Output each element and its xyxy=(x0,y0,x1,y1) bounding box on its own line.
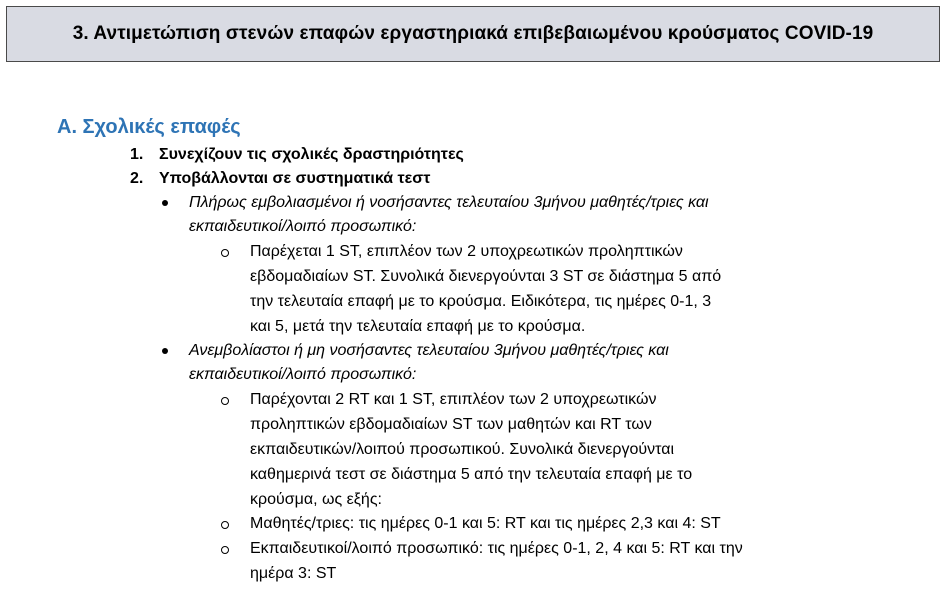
list-number: 1. xyxy=(130,146,144,163)
section-header-title: 3. Αντιμετώπιση στενών επαφών εργαστηριακά επιβεβαιωμένου κρούσματος COVID-19 xyxy=(72,23,874,44)
bullet-text-line: Ανεμβολίαστοι ή μη νοσήσαντες τελευταίου 3μήνου μαθητές/τριες και xyxy=(189,342,669,359)
section-header-box xyxy=(6,6,940,62)
subsection-heading: Α. Σχολικές επαφές xyxy=(57,116,241,138)
list-number: 2. xyxy=(130,170,144,187)
bullet-text-line: Πλήρως εμβολιασμένοι ή νοσήσαντες τελευταίου 3μήνου μαθητές/τριες και xyxy=(189,194,709,211)
hollow-circle-bullet-icon xyxy=(221,397,229,405)
subitem-text-line: την τελευταία επαφή με το κρούσμα. Ειδικότερα, τις ημέρες 0-1, 3 xyxy=(250,293,712,310)
bullet-dot-icon xyxy=(162,348,168,354)
hollow-circle-bullet-icon xyxy=(221,546,229,554)
hollow-circle-bullet-icon xyxy=(221,249,229,257)
bullet-text-line: εκπαιδευτικοί/λοιπό προσωπικό: xyxy=(189,218,417,235)
bullet-text-line: εκπαιδευτικοί/λοιπό προσωπικό: xyxy=(189,366,417,383)
subitem-text-line: κρούσμα, ως εξής: xyxy=(250,491,382,508)
list-item-text: Συνεχίζουν τις σχολικές δραστηριότητες xyxy=(159,146,464,163)
subitem-text-line: και 5, μετά την τελευταία επαφή με το κρούσμα. xyxy=(250,318,586,335)
subitem-text-line: εβδομαδιαίων ST. Συνολικά διενεργούνται 3 ST σε διάστημα 5 από xyxy=(250,268,722,285)
list-item-text: Υποβάλλονται σε συστηματικά τεστ xyxy=(159,170,431,187)
bullet-dot-icon xyxy=(162,200,168,206)
subitem-text-line: ημέρα 3: ST xyxy=(250,565,337,582)
subitem-text-line: Μαθητές/τριες: τις ημέρες 0-1 και 5: RT και τις ημέρες 2,3 και 4: ST xyxy=(250,515,721,532)
subitem-text-line: εκπαιδευτικών/λοιπού προσωπικού. Συνολικά διενεργούνται xyxy=(250,441,675,458)
subitem-text-line: Εκπαιδευτικοί/λοιπό προσωπικό: τις ημέρες 0-1, 2, 4 και 5: RT και την xyxy=(250,540,743,557)
hollow-circle-bullet-icon xyxy=(221,521,229,529)
subitem-text-line: Παρέχεται 1 ST, επιπλέον των 2 υποχρεωτικών προληπτικών xyxy=(250,243,683,260)
subitem-text-line: καθημερινά τεστ σε διάστημα 5 από την τελευταία επαφή με το xyxy=(250,466,693,483)
subitem-text-line: προληπτικών εβδομαδιαίων ST των μαθητών και RT των xyxy=(250,416,652,433)
subitem-text-line: Παρέχονται 2 RT και 1 ST, επιπλέον των 2 υποχρεωτικών xyxy=(250,391,657,408)
